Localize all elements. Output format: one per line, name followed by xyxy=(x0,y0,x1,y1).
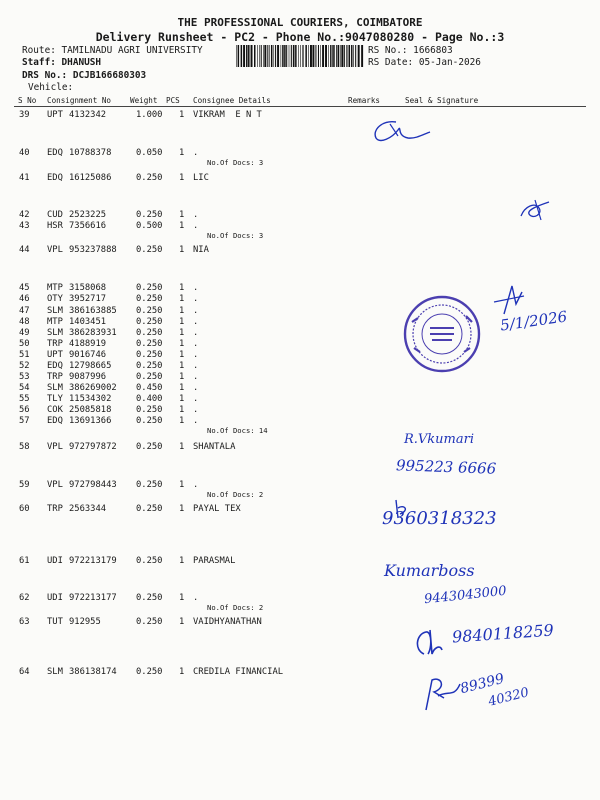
barcode-bar xyxy=(330,45,331,67)
row-sno: 40 xyxy=(19,148,30,158)
barcode-bar xyxy=(295,45,296,67)
col-consignment: Consignment No xyxy=(47,96,112,105)
col-pcs: PCS xyxy=(166,96,180,105)
row-weight: 0.250 xyxy=(136,667,163,677)
row-consignment-no: 12798665 xyxy=(69,361,112,371)
signature-row-63 xyxy=(410,626,446,658)
row-weight: 0.400 xyxy=(136,394,163,404)
barcode-bar xyxy=(351,45,352,67)
barcode-bar xyxy=(349,45,350,67)
barcode-bar xyxy=(291,45,292,67)
row-weight: 0.250 xyxy=(136,245,163,255)
col-weight: Weight xyxy=(130,96,158,105)
row-route-code: VPL xyxy=(47,480,63,490)
barcode-bar xyxy=(273,45,274,67)
row-weight: 0.250 xyxy=(136,294,163,304)
barcode-bar xyxy=(238,45,240,67)
handwritten-phone-row-64a: 89399 xyxy=(458,670,506,698)
handwritten-date: 5/1/2026 xyxy=(499,307,569,335)
row-consignment-no: 386283931 xyxy=(69,328,117,338)
barcode-bar xyxy=(333,45,335,67)
barcode-bar xyxy=(296,45,297,67)
row-consignee: . xyxy=(193,221,199,231)
row-pcs: 1 xyxy=(179,110,185,120)
row-sno: 51 xyxy=(19,350,30,360)
row-docs-count: No.Of Docs: 3 xyxy=(207,158,264,167)
barcode-bar xyxy=(338,45,340,67)
row-route-code: EDQ xyxy=(47,361,63,371)
row-route-code: MTP xyxy=(47,283,63,293)
row-route-code: UDI xyxy=(47,556,63,566)
rs-date-line xyxy=(368,57,481,68)
row-sno: 47 xyxy=(19,306,30,316)
handwritten-phone-row-58: 995223 6666 xyxy=(395,456,497,478)
drs-label: DRS No.: xyxy=(22,70,68,81)
barcode-bar xyxy=(361,45,363,67)
rs-no-line xyxy=(368,45,453,56)
row-sno: 39 xyxy=(19,110,30,120)
row-consignment-no: 4188919 xyxy=(69,339,107,349)
row-route-code: SLM xyxy=(47,306,63,316)
row-sno: 42 xyxy=(19,210,30,220)
barcode-bar xyxy=(289,45,290,67)
row-sno: 49 xyxy=(19,328,30,338)
row-route-code: UPT xyxy=(47,110,63,120)
row-sno: 63 xyxy=(19,617,30,627)
row-route-code: SLM xyxy=(47,328,63,338)
row-weight: 0.250 xyxy=(136,480,163,490)
row-consignee: PARASMAL xyxy=(193,556,236,566)
barcode-bar xyxy=(344,45,345,67)
row-sno: 61 xyxy=(19,556,30,566)
rs-date-value: 05-Jan-2026 xyxy=(418,57,481,68)
row-consignment-no: 972797872 xyxy=(69,442,117,452)
row-docs-count: No.Of Docs: 14 xyxy=(207,426,268,435)
barcode-bar xyxy=(300,45,301,67)
row-pcs: 1 xyxy=(179,317,185,327)
barcode-bar xyxy=(355,45,356,67)
row-route-code: CUD xyxy=(47,210,63,220)
row-pcs: 1 xyxy=(179,593,185,603)
col-seal-signature: Seal & Signature xyxy=(405,96,479,105)
row-consignment-no: 972213179 xyxy=(69,556,117,566)
barcode-bar xyxy=(281,45,282,67)
row-consignment-no: 10788378 xyxy=(69,148,112,158)
row-weight: 0.250 xyxy=(136,350,163,360)
row-pcs: 1 xyxy=(179,442,185,452)
row-consignment-no: 9016746 xyxy=(69,350,107,360)
row-pcs: 1 xyxy=(179,361,185,371)
barcode-bar xyxy=(254,45,256,67)
barcode-bar xyxy=(257,45,258,67)
row-weight: 0.050 xyxy=(136,148,163,158)
row-consignee: . xyxy=(193,350,199,360)
row-weight: 0.450 xyxy=(136,383,163,393)
row-route-code: UDI xyxy=(47,593,63,603)
handwritten-phone-row-60: 9360318323 xyxy=(382,508,497,529)
row-sno: 46 xyxy=(19,294,30,304)
vehicle-line xyxy=(28,82,79,93)
row-pcs: 1 xyxy=(179,210,185,220)
row-route-code: EDQ xyxy=(47,148,63,158)
barcode-bar xyxy=(305,45,307,67)
row-route-code: COK xyxy=(47,405,63,415)
row-route-code: EDQ xyxy=(47,416,63,426)
row-route-code: VPL xyxy=(47,245,63,255)
row-consignee: . xyxy=(193,339,199,349)
row-consignee: . xyxy=(193,372,199,382)
row-consignee: . xyxy=(193,361,199,371)
row-weight: 0.250 xyxy=(136,173,163,183)
row-consignment-no: 912955 xyxy=(69,617,101,627)
handwritten-phone-row-61: 9443043000 xyxy=(423,583,508,608)
row-weight: 0.250 xyxy=(136,593,163,603)
col-remarks: Remarks xyxy=(348,96,381,105)
row-route-code: TLY xyxy=(47,394,63,404)
row-route-code: OTY xyxy=(47,294,63,304)
barcode-bar xyxy=(336,45,337,67)
barcode-bar xyxy=(241,45,243,67)
row-route-code: TRP xyxy=(47,504,63,514)
row-consignee: . xyxy=(193,210,199,220)
row-pcs: 1 xyxy=(179,306,185,316)
barcode-bar xyxy=(246,45,248,67)
row-weight: 0.500 xyxy=(136,221,163,231)
row-weight: 1.000 xyxy=(136,110,163,120)
row-pcs: 1 xyxy=(179,339,185,349)
row-docs-count: No.Of Docs: 3 xyxy=(207,231,264,240)
row-route-code: TUT xyxy=(47,617,63,627)
row-consignee: VIKRAM E N T xyxy=(193,110,262,120)
row-consignment-no: 13691366 xyxy=(69,416,112,426)
row-weight: 0.250 xyxy=(136,617,163,627)
row-weight: 0.250 xyxy=(136,556,163,566)
row-consignment-no: 2563344 xyxy=(69,504,107,514)
row-route-code: MTP xyxy=(47,317,63,327)
row-route-code: VPL xyxy=(47,442,63,452)
barcode-bar xyxy=(243,45,245,67)
row-pcs: 1 xyxy=(179,556,185,566)
row-route-code: HSR xyxy=(47,221,63,231)
row-consignee: PAYAL TEX xyxy=(193,504,241,514)
row-consignee: NIA xyxy=(193,245,209,255)
row-consignment-no: 7356616 xyxy=(69,221,107,231)
barcode xyxy=(236,45,364,67)
barcode-bar xyxy=(315,45,316,67)
barcode-bar xyxy=(312,45,314,67)
row-pcs: 1 xyxy=(179,372,185,382)
row-consignment-no: 972213177 xyxy=(69,593,117,603)
col-consignee: Consignee Details xyxy=(193,96,271,105)
row-sno: 52 xyxy=(19,361,30,371)
row-sno: 53 xyxy=(19,372,30,382)
row-consignee: VAIDHYANATHAN xyxy=(193,617,262,627)
row-sno: 48 xyxy=(19,317,30,327)
barcode-bar xyxy=(293,45,295,67)
row-consignment-no: 386138174 xyxy=(69,667,117,677)
row-sno: 44 xyxy=(19,245,30,255)
row-weight: 0.250 xyxy=(136,306,163,316)
barcode-bar xyxy=(353,45,354,67)
row-sno: 59 xyxy=(19,480,30,490)
barcode-bar xyxy=(261,45,262,67)
signature-row-42 xyxy=(515,198,555,224)
row-pcs: 1 xyxy=(179,245,185,255)
row-consignee: . xyxy=(193,593,199,603)
signature-row-39 xyxy=(368,116,438,146)
row-consignee: . xyxy=(193,283,199,293)
row-sno: 50 xyxy=(19,339,30,349)
row-pcs: 1 xyxy=(179,350,185,360)
row-sno: 60 xyxy=(19,504,30,514)
rs-date-label: RS Date: xyxy=(368,57,414,68)
row-weight: 0.250 xyxy=(136,210,163,220)
row-consignment-no: 386269002 xyxy=(69,383,117,393)
row-sno: 62 xyxy=(19,593,30,603)
barcode-bar xyxy=(271,45,273,67)
drs-value: DCJB166680303 xyxy=(72,70,147,81)
row-consignment-no: 3158068 xyxy=(69,283,107,293)
barcode-bar xyxy=(358,45,360,67)
rs-no-label: RS No.: xyxy=(368,45,408,56)
row-route-code: EDQ xyxy=(47,173,63,183)
barcode-bar xyxy=(320,45,321,67)
row-pcs: 1 xyxy=(179,504,185,514)
vehicle-label: Vehicle: xyxy=(28,82,74,93)
row-pcs: 1 xyxy=(179,383,185,393)
row-weight: 0.250 xyxy=(136,361,163,371)
row-pcs: 1 xyxy=(179,328,185,338)
company-title: THE PROFESSIONAL COURIERS, COIMBATORE xyxy=(177,16,423,29)
drs-line xyxy=(22,70,146,81)
row-consignment-no: 953237888 xyxy=(69,245,117,255)
barcode-bar xyxy=(267,45,268,67)
row-consignee: . xyxy=(193,317,199,327)
staff-value: DHANUSH xyxy=(61,57,102,68)
route-value: TAMILNADU AGRI UNIVERSITY xyxy=(61,45,203,56)
staff-label: Staff: xyxy=(22,57,56,68)
row-consignee: LIC xyxy=(193,173,209,183)
row-consignee: . xyxy=(193,328,199,338)
row-pcs: 1 xyxy=(179,294,185,304)
barcode-bar xyxy=(263,45,264,67)
row-sno: 45 xyxy=(19,283,30,293)
row-sno: 43 xyxy=(19,221,30,231)
col-sno: S No xyxy=(18,96,37,105)
row-consignee: . xyxy=(193,416,199,426)
row-consignment-no: 386163885 xyxy=(69,306,117,316)
row-consignee: . xyxy=(193,480,199,490)
barcode-bar xyxy=(286,45,287,67)
barcode-bar xyxy=(325,45,327,67)
row-consignment-no: 9087996 xyxy=(69,372,107,382)
barcode-bar xyxy=(275,45,276,67)
row-weight: 0.250 xyxy=(136,416,163,426)
row-sno: 64 xyxy=(19,667,30,677)
barcode-bar xyxy=(348,45,349,67)
row-consignment-no: 16125086 xyxy=(69,173,112,183)
row-sno: 58 xyxy=(19,442,30,452)
row-consignee: CREDILA FINANCIAL xyxy=(193,667,284,677)
row-consignment-no: 3952717 xyxy=(69,294,107,304)
barcode-bar xyxy=(332,45,333,67)
barcode-bar xyxy=(302,45,303,67)
row-consignee: . xyxy=(193,383,199,393)
row-pcs: 1 xyxy=(179,394,185,404)
row-sno: 54 xyxy=(19,383,30,393)
row-pcs: 1 xyxy=(179,173,185,183)
row-consignment-no: 2523225 xyxy=(69,210,107,220)
row-pcs: 1 xyxy=(179,148,185,158)
row-consignment-no: 1403451 xyxy=(69,317,107,327)
row-route-code: TRP xyxy=(47,372,63,382)
row-sno: 56 xyxy=(19,405,30,415)
row-consignee: . xyxy=(193,405,199,415)
barcode-bar xyxy=(277,45,279,67)
row-weight: 0.250 xyxy=(136,442,163,452)
row-route-code: SLM xyxy=(47,667,63,677)
row-consignee: . xyxy=(193,148,199,158)
barcode-bar xyxy=(284,45,286,67)
barcode-bar xyxy=(308,45,309,67)
row-pcs: 1 xyxy=(179,416,185,426)
route-label: Route: xyxy=(22,45,56,56)
barcode-bar xyxy=(303,45,304,67)
barcode-bar xyxy=(322,45,324,67)
row-weight: 0.250 xyxy=(136,339,163,349)
row-pcs: 1 xyxy=(179,480,185,490)
row-pcs: 1 xyxy=(179,667,185,677)
barcode-bar xyxy=(248,45,250,67)
row-docs-count: No.Of Docs: 2 xyxy=(207,490,264,499)
row-pcs: 1 xyxy=(179,221,185,231)
barcode-bar xyxy=(282,45,284,67)
row-weight: 0.250 xyxy=(136,372,163,382)
barcode-bar xyxy=(259,45,260,67)
row-pcs: 1 xyxy=(179,283,185,293)
row-sno: 57 xyxy=(19,416,30,426)
row-consignee: . xyxy=(193,306,199,316)
barcode-bar xyxy=(269,45,270,67)
rs-no-value: 1666803 xyxy=(413,45,453,56)
row-docs-count: No.Of Docs: 2 xyxy=(207,603,264,612)
handwritten-phone-row-64b: 40320 xyxy=(486,685,531,710)
row-route-code: SLM xyxy=(47,383,63,393)
runsheet-subtitle: Delivery Runsheet - PC2 - Phone No.:9047080280 - Page No.:3 xyxy=(95,30,505,44)
row-weight: 0.250 xyxy=(136,504,163,514)
header-divider xyxy=(14,106,586,107)
row-sno: 41 xyxy=(19,173,30,183)
barcode-bar xyxy=(318,45,319,67)
barcode-bar xyxy=(310,45,312,67)
row-consignee: . xyxy=(193,294,199,304)
handwritten-name-row-58: R.Vkumari xyxy=(404,432,475,447)
row-weight: 0.250 xyxy=(136,328,163,338)
handwritten-phone-row-63: 9840118259 xyxy=(451,620,555,647)
barcode-bar xyxy=(328,45,329,67)
row-weight: 0.250 xyxy=(136,317,163,327)
row-consignee: . xyxy=(193,394,199,404)
barcode-bar xyxy=(341,45,343,67)
route-line xyxy=(22,45,203,56)
row-route-code: TRP xyxy=(47,339,63,349)
row-weight: 0.250 xyxy=(136,405,163,415)
staff-line xyxy=(22,57,101,68)
row-route-code: UPT xyxy=(47,350,63,360)
row-consignment-no: 4132342 xyxy=(69,110,107,120)
handwritten-name-row-61: Kumarboss xyxy=(384,561,475,580)
row-consignment-no: 25085818 xyxy=(69,405,112,415)
signature-row-64 xyxy=(420,674,464,714)
row-pcs: 1 xyxy=(179,617,185,627)
barcode-bar xyxy=(346,45,347,67)
barcode-bar xyxy=(251,45,253,67)
row-pcs: 1 xyxy=(179,405,185,415)
row-consignment-no: 972798443 xyxy=(69,480,117,490)
row-weight: 0.250 xyxy=(136,283,163,293)
barcode-bar xyxy=(236,45,237,67)
barcode-bar xyxy=(264,45,266,67)
barcode-bar xyxy=(340,45,341,67)
company-seal-stamp xyxy=(400,292,484,376)
barcode-bar xyxy=(298,45,299,67)
row-consignee: SHANTALA xyxy=(193,442,236,452)
row-consignment-no: 11534302 xyxy=(69,394,112,404)
row-sno: 55 xyxy=(19,394,30,404)
